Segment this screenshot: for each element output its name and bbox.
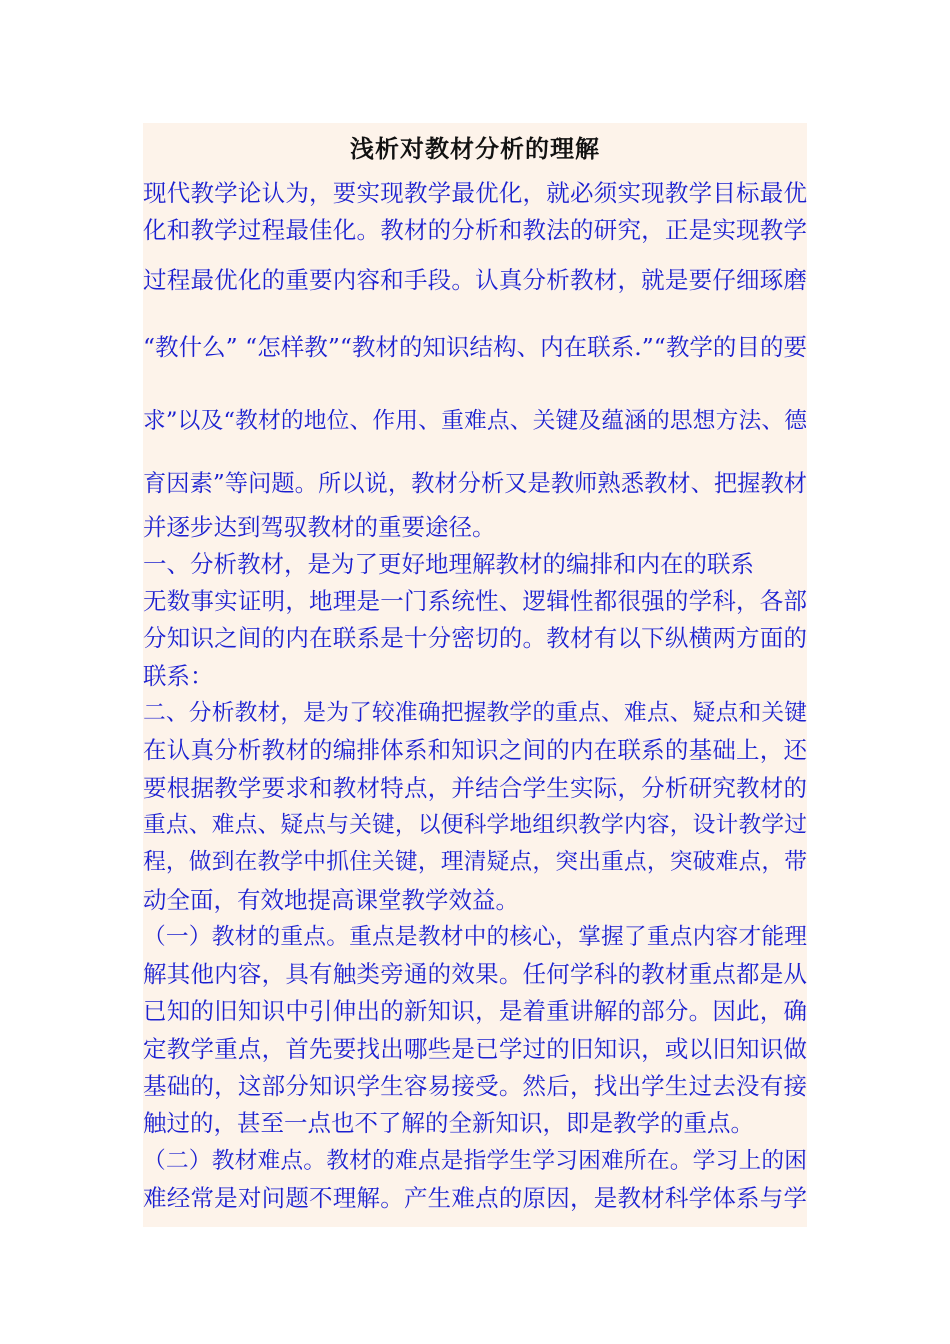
paragraph-line: 在认真分析教材的编排体系和知识之间的内在联系的基础上，还	[143, 736, 807, 765]
paragraph-line: 求”以及“教材的地位、作用、重难点、关键及蕴涵的思想方法、德	[143, 408, 807, 435]
paragraph-line: 重点、难点、疑点与关键，以便科学地组织教学内容，设计教学过	[143, 811, 807, 838]
subsection-line: （一）教材的重点。重点是教材中的核心，掌握了重点内容才能理	[143, 923, 807, 950]
paragraph-line: 化和教学过程最佳化。教材的分析和教法的研究，正是实现教学	[143, 216, 807, 245]
paragraph-line: 联系：	[143, 661, 214, 690]
section-heading: 一、分析教材，是为了更好地理解教材的编排和内在的联系	[143, 549, 754, 578]
paragraph-line: 无数事实证明，地理是一门系统性、逻辑性都很强的学科，各部	[143, 587, 807, 616]
paragraph-line: 程，做到在教学中抓住关键，理清疑点，突出重点，突破难点，带	[143, 849, 807, 876]
paragraph-line: 解其他内容，具有触类旁通的效果。任何学科的教材重点都是从	[143, 960, 807, 989]
paragraph-line: 并逐步达到驾驭教材的重要途径。	[143, 512, 496, 541]
paragraph-line: 动全面，有效地提高课堂教学效益。	[143, 885, 519, 914]
paragraph-line: “教什么” “怎样教”“教材的知识结构、内在联系.”“教学的目的要	[143, 332, 807, 361]
document-body	[143, 123, 807, 1227]
document-title: 浅析对教材分析的理解	[350, 134, 600, 163]
paragraph-line: 要根据教学要求和教材特点，并结合学生实际，分析研究教材的	[143, 773, 807, 802]
paragraph-line: 现代教学论认为，要实现教学最优化，就必须实现教学目标最优	[143, 179, 807, 207]
subsection-line: （二）教材难点。教材的难点是指学生学习困难所在。学习上的困	[143, 1147, 807, 1174]
paragraph-line: 育因素”等问题。所以说，教材分析又是教师熟悉教材、把握教材	[143, 469, 807, 497]
paragraph-line: 分知识之间的内在联系是十分密切的。教材有以下纵横两方面的	[143, 624, 807, 653]
paragraph-line: 已知的旧知识中引伸出的新知识，是着重讲解的部分。因此，确	[143, 997, 807, 1026]
paragraph-line: 触过的，甚至一点也不了解的全新知识，即是教学的重点。	[143, 1109, 754, 1138]
paragraph-line: 过程最优化的重要内容和手段。认真分析教材，就是要仔细琢磨	[143, 265, 807, 294]
paragraph-line: 难经常是对问题不理解。产生难点的原因，是教材科学体系与学	[143, 1183, 807, 1212]
section-heading: 二、分析教材，是为了较准确把握教学的重点、难点、疑点和关键	[143, 700, 807, 727]
paragraph-line: 基础的，这部分知识学生容易接受。然后，找出学生过去没有接	[143, 1072, 807, 1101]
paragraph-line: 定教学重点，首先要找出哪些是已学过的旧知识，或以旧知识做	[143, 1034, 807, 1063]
